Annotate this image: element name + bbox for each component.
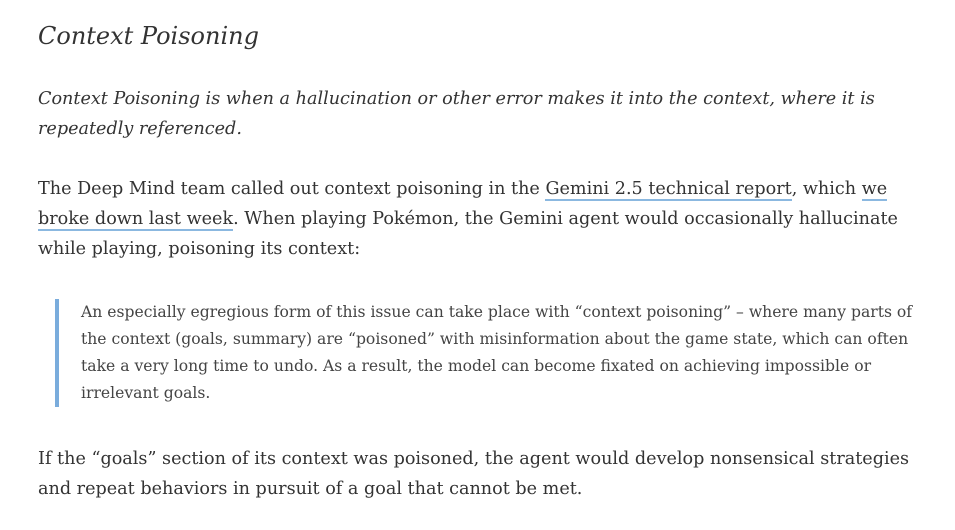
paragraph-text: . When playing Pokémon, the Gemini agent would occasionally hallucinate while playing, poisoning its context: (38, 209, 898, 259)
paragraph-text: The Deep Mind team called out context poisoning in the (38, 179, 546, 199)
paragraph-text: , which (791, 179, 862, 199)
breakdown-post-link[interactable]: we broke down last week (38, 179, 888, 229)
definition-paragraph: Context Poisoning is when a hallucination or other error makes it into the context, where it is repeatedly referenced. (38, 89, 875, 139)
body-paragraph: If the “goals” section of its context was poisoned, the agent would develop nonsensical strategies and repeat behaviors in pursuit of a goal that cannot be met. (38, 449, 910, 499)
body-paragraph (38, 174, 923, 264)
blockquote: An especially egregious form of this issue can take place with “context poisoning” – where many parts of the context (goals, summary) are “poisoned” with misinformation about the game state, which can often take a very long time to undo. As a result, the model can become fixated on achieving impossible or irrelevant goals. (55, 299, 913, 407)
gemini-report-link[interactable]: Gemini 2.5 technical report (545, 179, 792, 199)
section-heading: Context Poisoning (38, 22, 259, 50)
